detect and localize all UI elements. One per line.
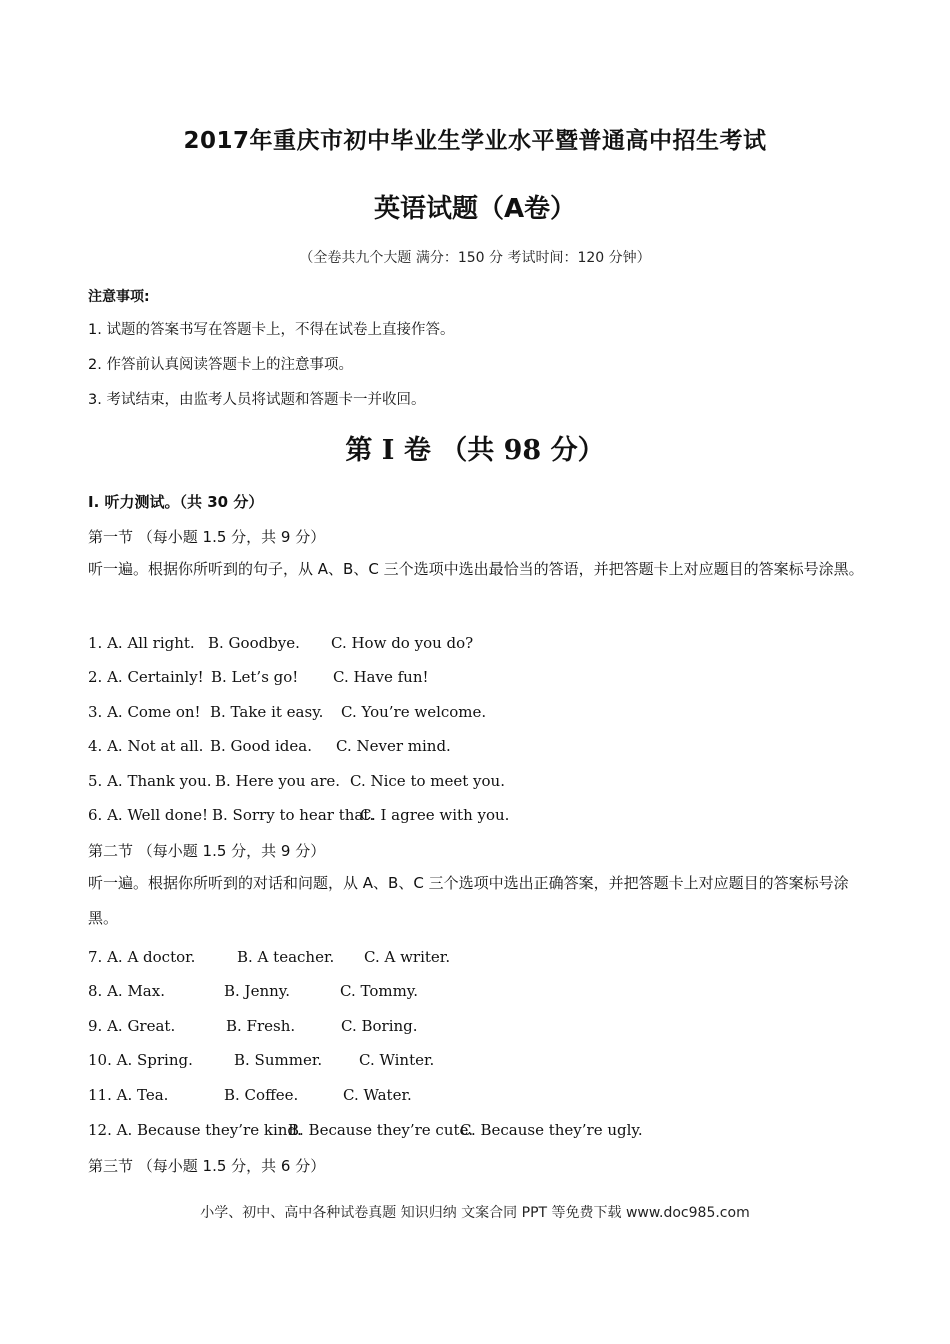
part2-instruction: 听一遍。根据你所听到的对话和问题，从 A、B、C 三个选项中选出正确答案，并把答题卡上对应题目的答案标号涂黑。	[88, 874, 849, 927]
option-c: C. Never mind.	[336, 737, 451, 755]
notes-heading: 注意事项:	[88, 289, 150, 305]
part1-heading: 第一节 （每小题 1.5 分，共 9 分）	[88, 528, 326, 546]
option-a: 4. A. Not at all.	[88, 737, 204, 755]
option-a: 1. A. All right.	[88, 634, 195, 652]
option-a: 10. A. Spring.	[88, 1051, 193, 1069]
option-a: 3. A. Come on!	[88, 703, 201, 721]
note-item: 3. 考试结束，由监考人员将试题和答题卡一并收回。	[88, 392, 426, 408]
section-heading: I. 听力测试。（共 30 分）	[88, 493, 264, 511]
option-b: B. Coffee.	[224, 1086, 299, 1104]
option-c: C. Nice to meet you.	[350, 772, 505, 790]
option-b: B. Goodbye.	[208, 634, 300, 652]
option-b: B. Let’s go!	[211, 668, 299, 686]
part3-heading: 第三节 （每小题 1.5 分，共 6 分）	[88, 1157, 326, 1175]
option-c: C. Winter.	[359, 1051, 435, 1069]
option-b: B. Summer.	[234, 1051, 323, 1069]
note-item: 2. 作答前认真阅读答题卡上的注意事项。	[88, 357, 353, 373]
option-b: B. Because they’re cute.	[288, 1121, 474, 1139]
option-a: 12. A. Because they’re kind.	[88, 1121, 302, 1139]
option-a: 11. A. Tea.	[88, 1086, 169, 1104]
option-c: C. I agree with you.	[360, 806, 510, 824]
option-c: C. Tommy.	[340, 982, 419, 1000]
option-b: B. Take it easy.	[210, 703, 324, 721]
part-title: 第 I 卷 （共 98 分）	[345, 435, 605, 466]
exam-info: （全卷共九个大题 满分：150 分 考试时间：120 分钟）	[299, 250, 651, 266]
option-b: B. Good idea.	[210, 737, 312, 755]
option-c: C. Have fun!	[333, 668, 429, 686]
option-b: B. Here you are.	[215, 772, 341, 790]
option-a: 5. A. Thank you.	[88, 772, 212, 790]
option-a: 7. A. A doctor.	[88, 948, 196, 966]
exam-title: 2017年重庆市初中毕业生学业水平暨普通高中招生考试	[183, 128, 767, 154]
option-a: 6. A. Well done!	[88, 806, 209, 824]
part1-instruction: 听一遍。根据你所听到的句子，从 A、B、C 三个选项中选出最恰当的答语，并把答题卡上对应题目的答案标号涂黑。	[88, 560, 864, 578]
option-c: C. A writer.	[364, 948, 451, 966]
option-b: B. Fresh.	[226, 1017, 296, 1035]
option-c: C. You’re welcome.	[341, 703, 487, 721]
option-a: 8. A. Max.	[88, 982, 165, 1000]
option-c: C. Because they’re ugly.	[460, 1121, 643, 1139]
option-a: 9. A. Great.	[88, 1017, 176, 1035]
option-c: C. How do you do?	[331, 634, 474, 652]
page-footer: 小学、初中、高中各种试卷真题 知识归纳 文案合同 PPT 等免费下载 www.doc985.com	[200, 1205, 750, 1221]
option-c: C. Boring.	[341, 1017, 418, 1035]
note-item: 1. 试题的答案书写在答题卡上，不得在试卷上直接作答。	[88, 322, 455, 338]
option-b: B. Sorry to hear that.	[212, 806, 375, 824]
option-c: C. Water.	[343, 1086, 412, 1104]
option-b: B. A teacher.	[237, 948, 335, 966]
part2-heading: 第二节 （每小题 1.5 分，共 9 分）	[88, 842, 326, 860]
exam-subtitle: 英语试题（A卷）	[373, 194, 577, 224]
option-b: B. Jenny.	[224, 982, 291, 1000]
option-a: 2. A. Certainly!	[88, 668, 204, 686]
